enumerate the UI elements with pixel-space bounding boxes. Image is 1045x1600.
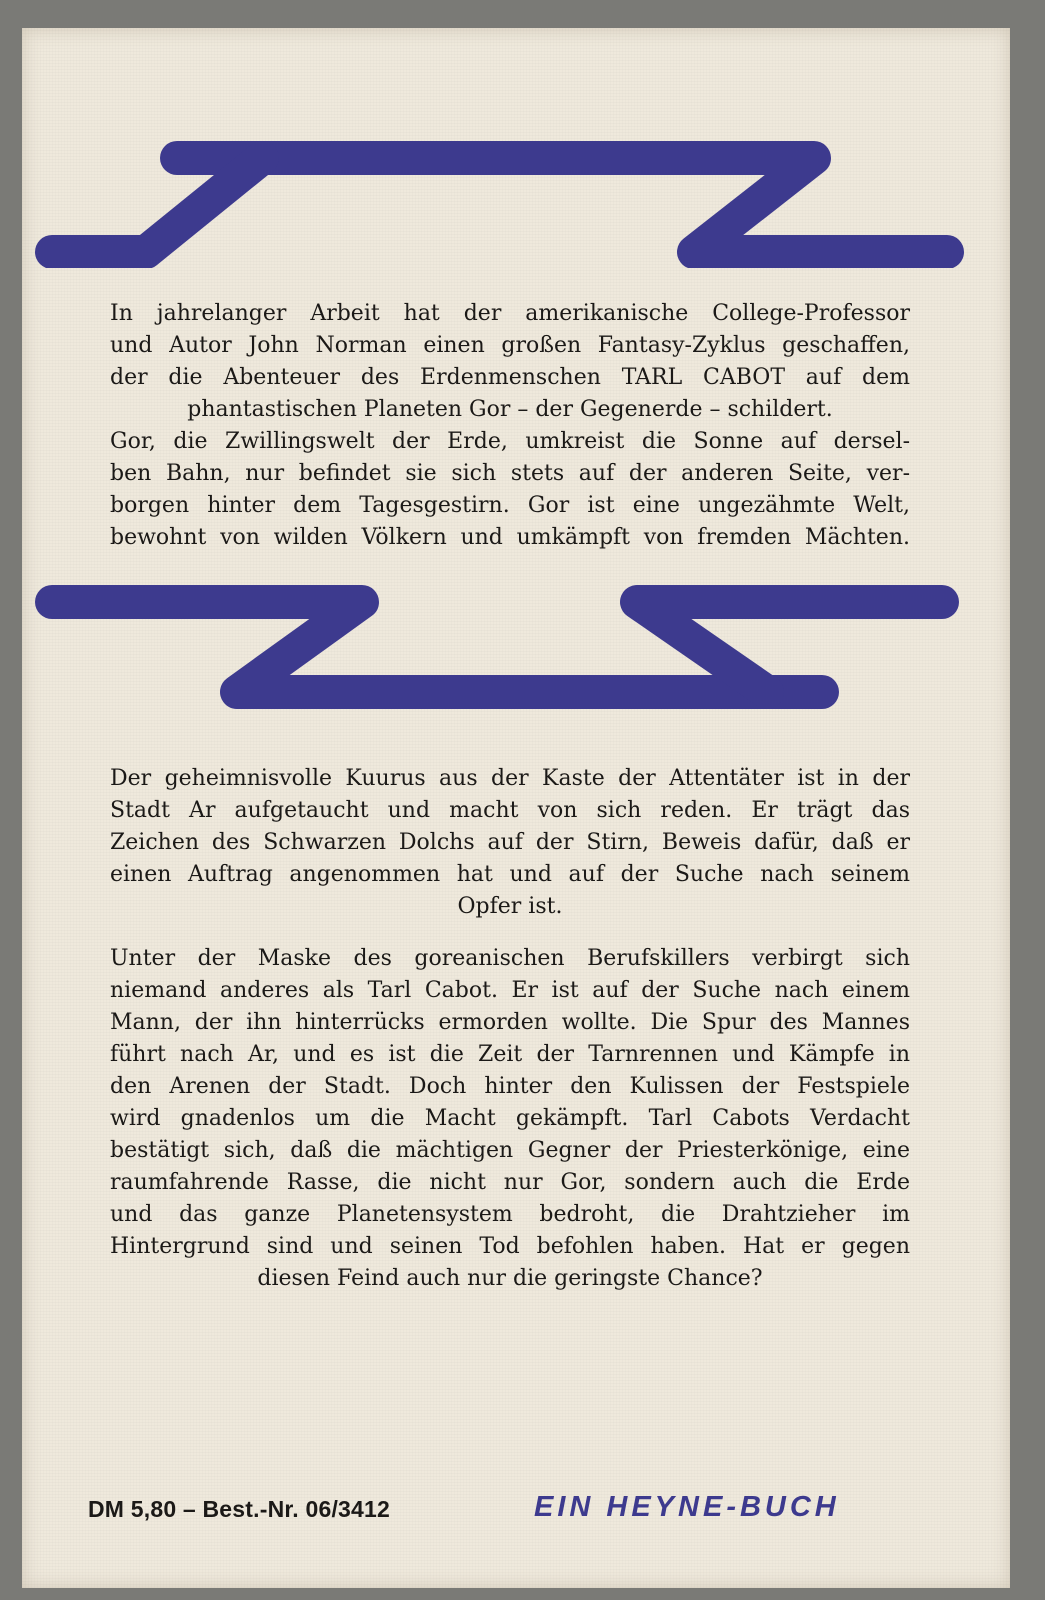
text-line: ben Bahn, nur befindet sie sich stets auf der anderen Seite, ver-	[110, 461, 910, 486]
text-line: Opfer ist.	[457, 894, 563, 919]
plot-summary-part-1	[110, 763, 910, 923]
text-line: borgen hinter dem Tagesgestirn. Gor ist eine ungezähmte Welt,	[110, 493, 910, 518]
text-line: führt nach Ar, und es ist die Zeit der Tarnrennen und Kämpfe in	[110, 1042, 910, 1067]
text-line: diesen Feind auch nur die geringste Chance?	[257, 1266, 763, 1291]
text-line: und Autor John Norman einen großen Fantasy-Zyklus geschaffen,	[110, 333, 910, 358]
zigzag-left-arm	[52, 158, 262, 252]
text-line: Zeichen des Schwarzen Dolchs auf der Stirn, Beweis dafür, daß er	[110, 830, 910, 855]
text-line: bewohnt von wilden Völkern und umkämpft von fremden Mächten.	[110, 525, 910, 550]
publisher-imprint: EIN HEYNE-BUCH	[534, 1491, 840, 1523]
series-introduction	[110, 298, 910, 554]
zigzag-ornament-middle	[22, 578, 1010, 718]
zigzag-ornament-top	[22, 128, 1010, 268]
book-back-cover	[22, 28, 1010, 1588]
zigzag-left-stroke	[177, 158, 947, 252]
text-line: Unter der Maske des goreanischen Berufskillers verbirgt sich	[110, 946, 910, 971]
text-line: bestätigt sich, daß die mächtigen Gegner der Priesterkönige, eine	[110, 1138, 910, 1163]
text-line: Gor, die Zwillingswelt der Erde, umkreist die Sonne auf dersel-	[110, 429, 910, 454]
text-line: phantastischen Planeten Gor – der Gegenerde – schildert.	[187, 397, 833, 422]
text-line: In jahrelanger Arbeit hat der amerikanische College-Professor	[110, 301, 910, 326]
text-line: raumfahrende Rasse, die nicht nur Gor, sondern auch die Erde	[110, 1170, 910, 1195]
text-line: und das ganze Planetensystem bedroht, die Drahtzieher im	[110, 1202, 910, 1227]
text-line: Der geheimnisvolle Kuurus aus der Kaste der Attentäter ist in der	[110, 766, 910, 791]
plot-summary-part-2	[110, 943, 910, 1295]
text-line: niemand anderes als Tarl Cabot. Er ist auf der Suche nach einem	[110, 978, 910, 1003]
text-line: den Arenen der Stadt. Doch hinter den Kulissen der Festspiele	[110, 1074, 910, 1099]
text-line: Hintergrund sind und seinen Tod befohlen haben. Hat er gegen	[110, 1234, 910, 1259]
text-line: Mann, der ihn hinterrücks ermorden wollte. Die Spur des Mannes	[110, 1010, 910, 1035]
text-line: wird gnadenlos um die Macht gekämpft. Tarl Cabots Verdacht	[110, 1106, 910, 1131]
text-line: der die Abenteuer des Erdenmenschen TARL CABOT auf dem	[110, 365, 910, 390]
price-and-order-number: DM 5,80 – Best.-Nr. 06/3412	[88, 1496, 391, 1522]
text-line: Stadt Ar aufgetaucht und macht von sich reden. Er trägt das	[110, 798, 910, 823]
text-line: einen Auftrag angenommen hat und auf der Suche nach seinem	[110, 862, 910, 887]
